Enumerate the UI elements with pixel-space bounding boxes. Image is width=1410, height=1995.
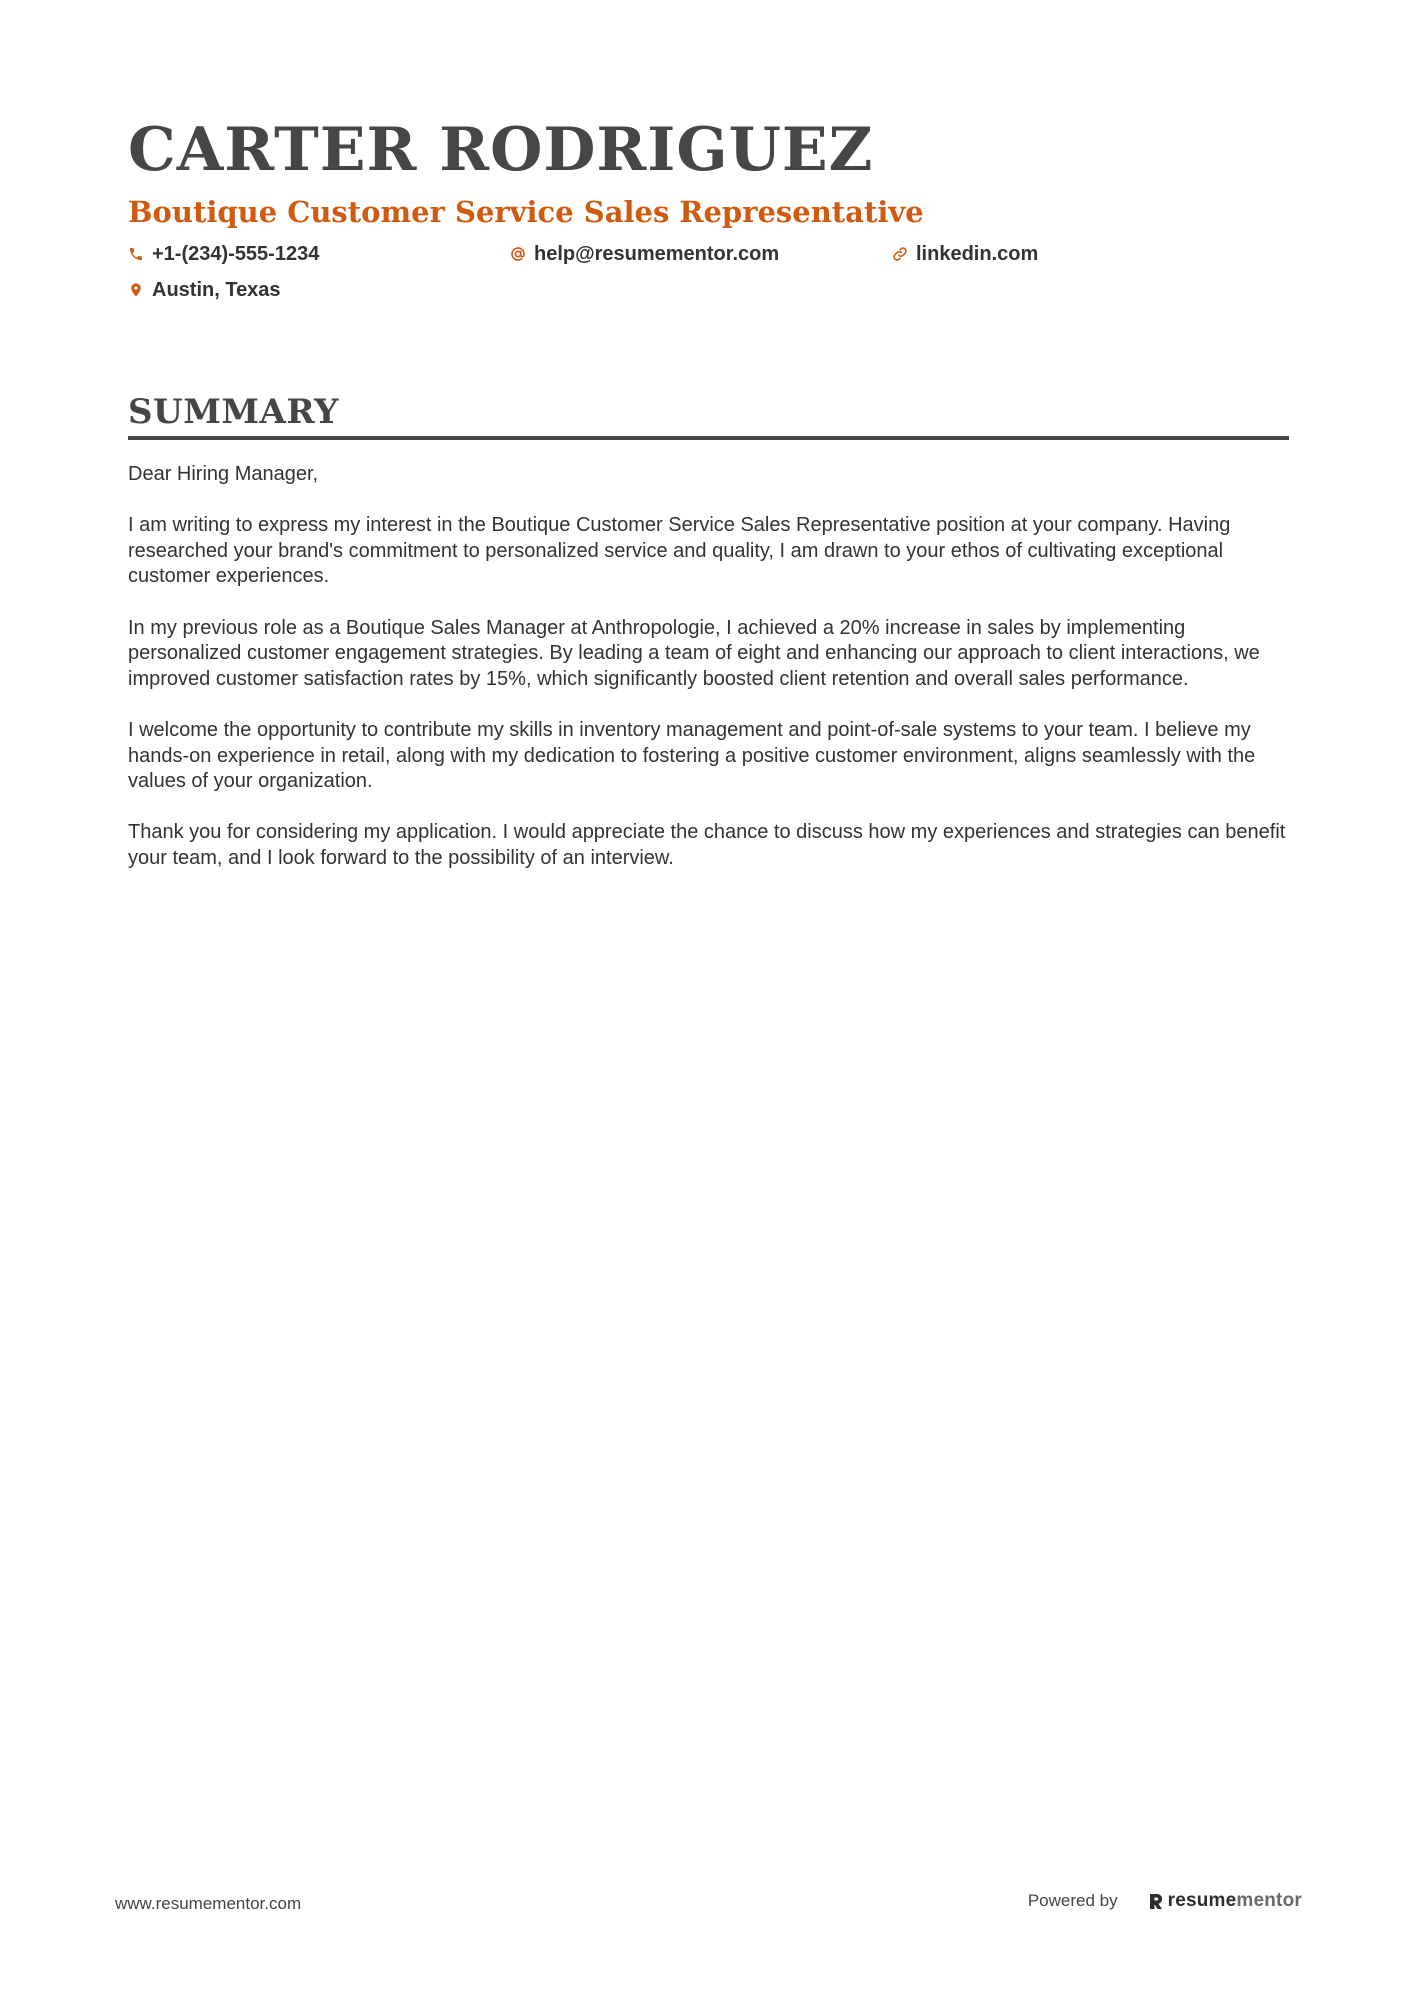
website-link[interactable]: linkedin.com [916,243,1039,265]
contact-email[interactable] [510,240,892,268]
phone-icon [128,246,144,262]
brand-name-part2: mentor [1236,1890,1302,1911]
salutation: Dear Hiring Manager, [128,463,319,485]
brand-mark-icon [1148,1891,1164,1911]
job-title: Boutique Customer Service Sales Representative [128,195,924,229]
powered-by-text: Powered by [1027,1891,1118,1910]
email-link[interactable]: help@resumementor.com [534,243,780,265]
section-divider [128,436,1289,440]
footer-branding [1028,1890,1302,1912]
location-text: Austin, Texas [152,279,281,301]
phone-text: +1-(234)-555-1234 [152,243,320,265]
contact-website[interactable] [892,240,1274,268]
letter-paragraph: In my previous role as a Boutique Sales Manager at Anthropologie, I achieved a 20% increase in sales by implementing personalized customer engagement strategies. By leading a team of eight and enhancing our approach to client interactions, we improved customer satisfaction rates by 15%, which significantly boosted client retention and overall sales performance. [128,616,1260,690]
summary-section [128,390,1289,897]
contact-info [128,240,1288,304]
link-icon [892,246,908,262]
footer-website[interactable]: www.resumementor.com [115,1894,302,1913]
contact-phone [128,240,510,268]
letter-paragraph: Thank you for considering my application. I would appreciate the chance to discuss how my experiences and strategies can benefit your team, and I look forward to the possibility of an interview. [128,821,1286,869]
letter-paragraph: I am writing to express my interest in the Boutique Customer Service Sales Representative position at your company. Having researched your brand's commitment to personalized service and quality, I am drawn to your ethos of cultivating exceptional customer experiences. [128,514,1231,588]
brand-name-part1: resume [1167,1890,1237,1911]
resume-header [128,112,1288,304]
brand-logo[interactable] [1148,1890,1302,1912]
at-icon [510,246,526,262]
map-pin-icon [128,282,144,298]
letter-paragraph: I welcome the opportunity to contribute my skills in inventory management and point-of-sale systems to your team. I believe my hands-on experience in retail, along with my dedication to fostering a positive customer environment, aligns seamlessly with the values of your organization. [128,718,1256,793]
contact-location [128,276,510,304]
candidate-name: CARTER RODRIGUEZ [128,115,874,185]
cover-letter-body [128,462,1289,872]
section-title: SUMMARY [128,392,339,432]
